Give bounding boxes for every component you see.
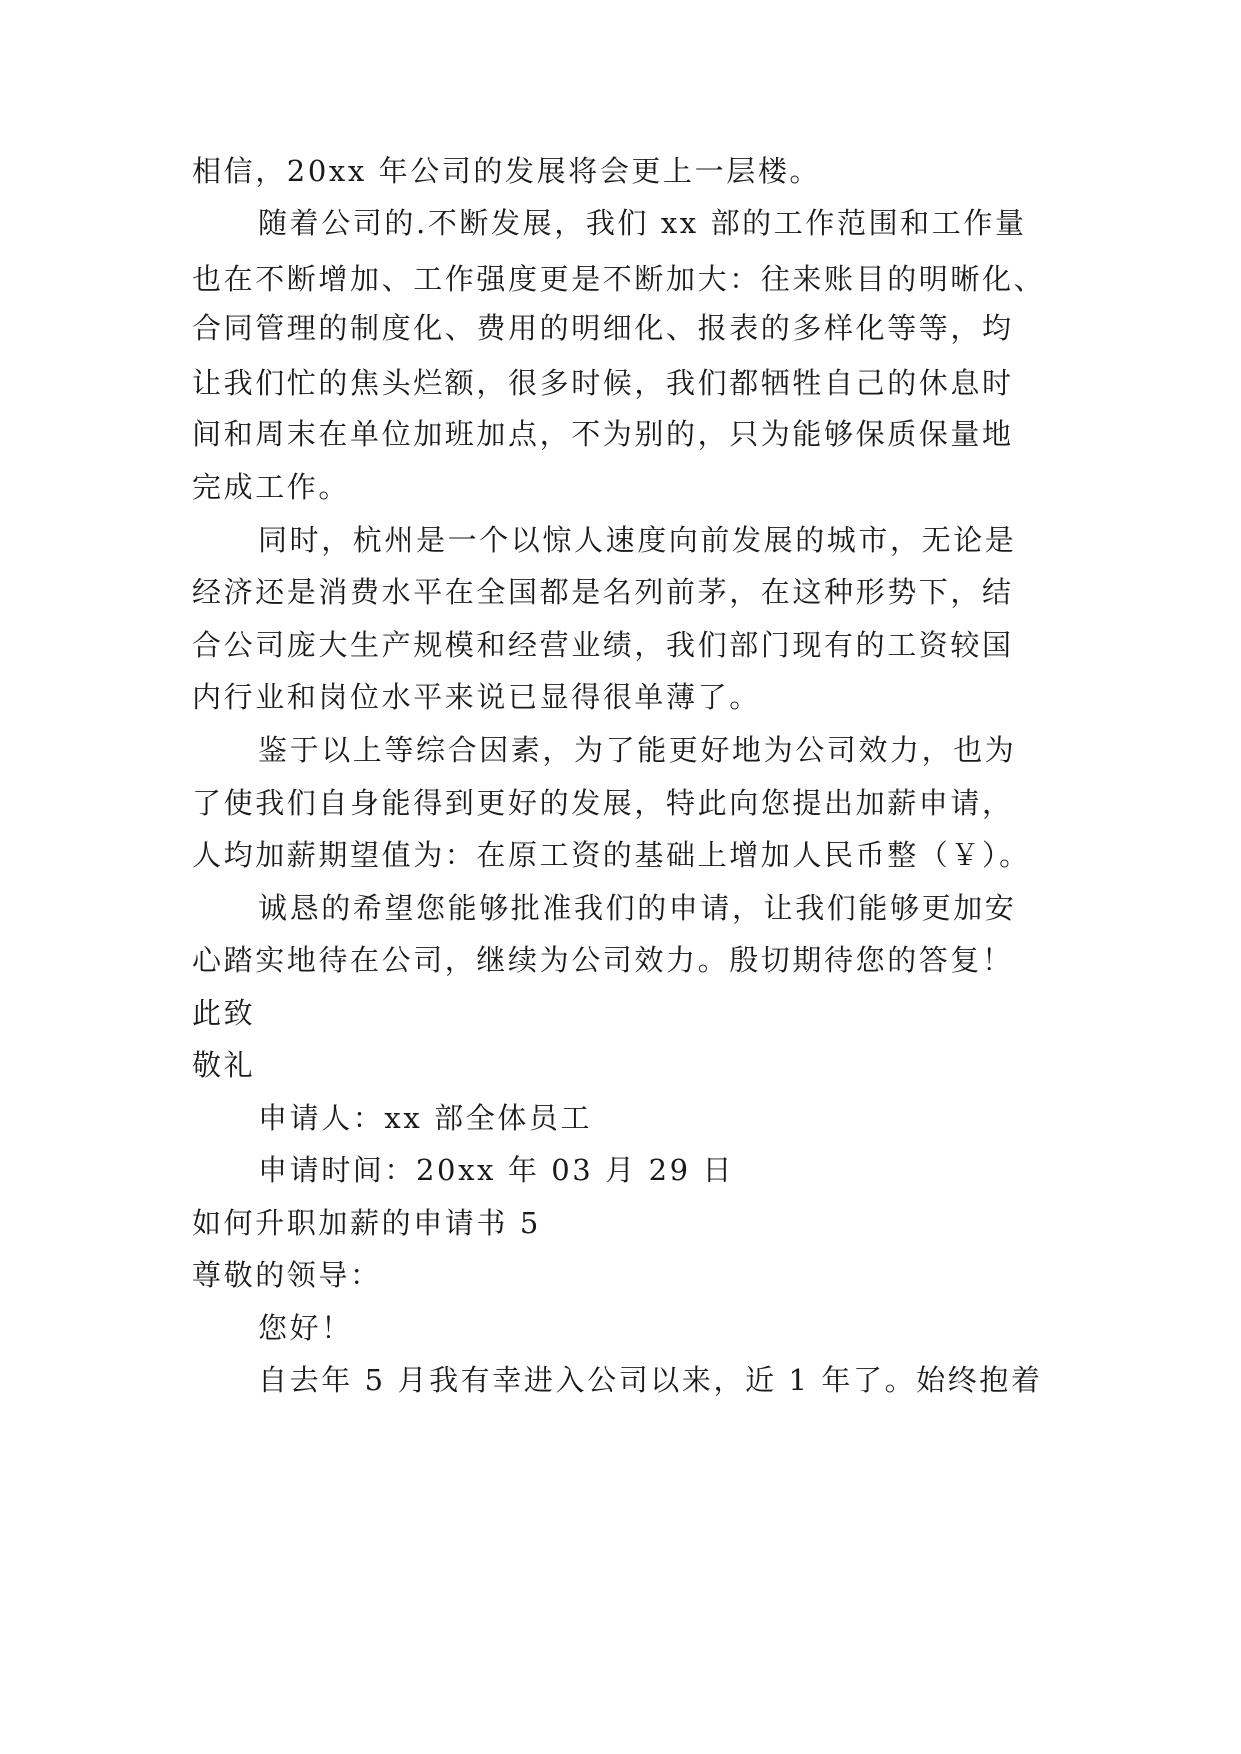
text-line: 让我们忙的焦头烂额，很多时候，我们都牺牲自己的休息时: [192, 366, 1014, 400]
text-line: 了使我们自身能得到更好的发展，特此向您提出加薪申请，: [192, 786, 1014, 820]
text-line: 经济还是消费水平在全国都是名列前茅，在这种形势下，结: [192, 575, 1014, 609]
text-line: 间和周末在单位加班加点，不为别的，只为能够保质保量地: [192, 417, 1014, 451]
paragraph-start-line: 随着公司的.不断发展，我们 xx 部的工作范围和工作量: [258, 206, 1027, 240]
paragraph-start-line: 鉴于以上等综合因素，为了能更好地为公司效力，也为: [258, 733, 1017, 767]
paragraph-start-line: 同时，杭州是一个以惊人速度向前发展的城市，无论是: [258, 523, 1017, 557]
paragraph-start-line: 诚恳的希望您能够批准我们的申请，让我们能够更加安: [258, 891, 1017, 925]
text-line: 合同管理的制度化、费用的明细化、报表的多样化等等，均: [192, 311, 1014, 345]
text-line: 心踏实地待在公司，继续为公司效力。殷切期待您的答复！: [192, 943, 1014, 977]
section-title: 如何升职加薪的申请书 5: [192, 1206, 541, 1240]
text-line: 合公司庞大生产规模和经营业绩，我们部门现有的工资较国: [192, 628, 1014, 662]
text-line: 内行业和岗位水平来说已显得很单薄了。: [192, 680, 761, 714]
text-line: 也在不断增加、工作强度更是不断加大：往来账目的明晰化、: [192, 262, 1046, 296]
text-line: 相信，20xx 年公司的发展将会更上一层楼。: [192, 154, 822, 188]
applicant-line: 申请人：xx 部全体员工: [258, 1101, 593, 1135]
date-line: 申请时间：20xx 年 03 月 29 日: [258, 1153, 735, 1187]
greeting-line: 尊敬的领导：: [192, 1258, 382, 1292]
text-line: 人均加薪期望值为：在原工资的基础上增加人民币整（￥）。: [192, 838, 1031, 872]
greeting-line: 您好！: [258, 1311, 353, 1345]
paragraph-start-line: 自去年 5 月我有幸进入公司以来，近 1 年了。始终抱着: [258, 1363, 1043, 1397]
closing-line: 此致: [192, 996, 256, 1030]
salutation-line: 敬礼: [192, 1048, 256, 1082]
text-line: 完成工作。: [192, 470, 351, 504]
